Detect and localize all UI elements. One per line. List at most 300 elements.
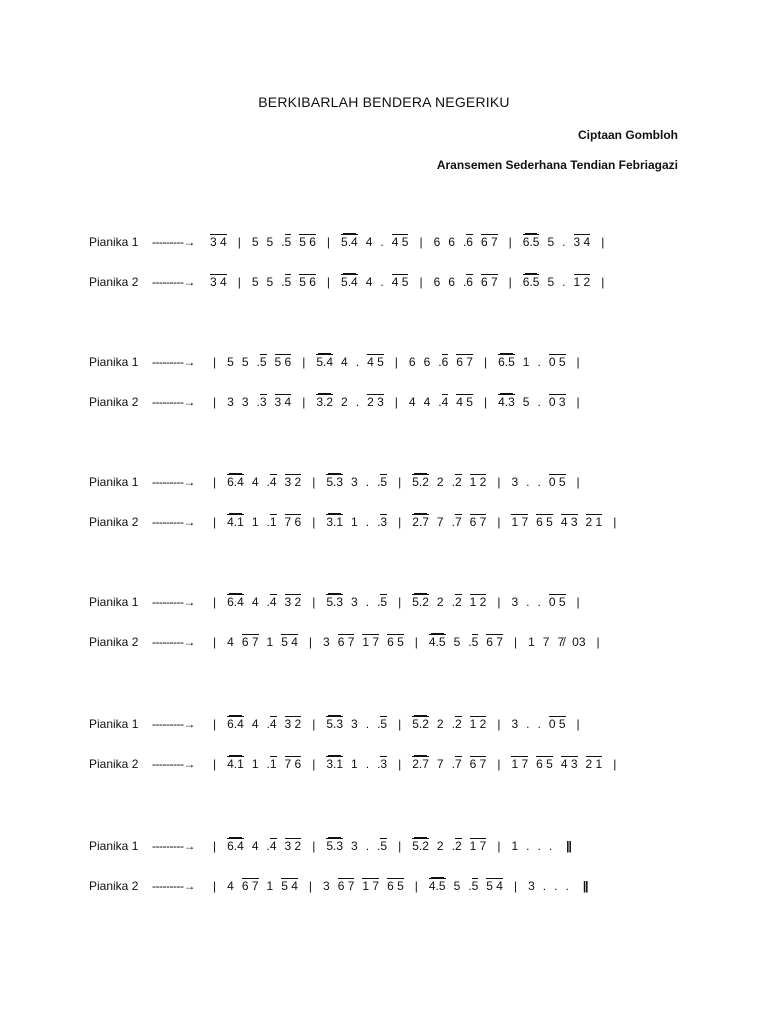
bar-line: | <box>596 635 600 649</box>
score-row <box>0 230 768 254</box>
bar-line: | <box>576 355 580 369</box>
note-group: 0 5 <box>548 475 566 489</box>
note-group: .1 <box>266 515 277 529</box>
note-group: 5 6 <box>274 355 292 369</box>
note-group: .5 <box>256 355 267 369</box>
score-row <box>0 470 768 494</box>
note-group: 5.2 <box>412 839 429 853</box>
score-row <box>0 350 768 374</box>
note-group: 5 6 <box>299 235 316 249</box>
instrument-label: Pianika 1 <box>89 235 139 249</box>
note-group: 2 1 <box>585 757 603 771</box>
note-group: 4.1 <box>227 515 244 529</box>
instrument-label: Pianika 2 <box>89 879 139 893</box>
note-group: .5 <box>377 717 388 731</box>
note-group: 5.3 <box>326 839 344 853</box>
bar-line: | <box>213 635 217 649</box>
note-group: 6.4 <box>227 839 244 853</box>
score-row <box>0 510 768 534</box>
note-group: 6 <box>423 355 431 369</box>
note-group: 4 5 <box>367 355 384 369</box>
note-group: 6.5 <box>522 235 540 249</box>
note-group: .2 <box>451 839 462 853</box>
note-group: 4 3 <box>560 515 578 529</box>
note-group: 5 4 <box>281 879 298 893</box>
note-group: 3.1 <box>326 757 344 771</box>
note-group: .2 <box>451 717 462 731</box>
note-group: 4 <box>408 395 416 409</box>
final-bar-line: || <box>582 879 588 893</box>
bar-line: | <box>237 235 241 249</box>
note-group: 4 <box>423 395 431 409</box>
note-group: . <box>562 275 566 289</box>
instrument-label: Pianika 2 <box>89 395 139 409</box>
note-group: 0 3 <box>548 395 566 409</box>
instrument-label: Pianika 2 <box>89 757 139 771</box>
note-group: .5 <box>377 595 388 609</box>
note-group: 6.5 <box>498 355 515 369</box>
note-group: 1 <box>528 635 535 649</box>
note-group: 1 7 <box>511 515 529 529</box>
notation-line <box>210 270 680 294</box>
note-group: 1 <box>251 757 259 771</box>
score-row <box>0 752 768 776</box>
note-group: 5 <box>227 355 234 369</box>
note-group: 3 <box>351 595 358 609</box>
note-group: . <box>537 355 541 369</box>
bar-line: | <box>497 515 501 529</box>
note-group: 1 <box>511 839 519 853</box>
note-group: 5 <box>266 275 274 289</box>
note-group: . <box>565 879 569 893</box>
score-row <box>0 590 768 614</box>
bar-line: | <box>576 475 580 489</box>
note-group: 1 <box>251 515 259 529</box>
note-group: 5.3 <box>326 595 344 609</box>
note-group: 4 5 <box>391 275 409 289</box>
note-group: 1 <box>522 355 530 369</box>
note-group: 3.1 <box>326 515 344 529</box>
bar-line: | <box>613 757 617 771</box>
arrow-icon: ---------→ <box>152 595 195 609</box>
arrow-icon: ---------→ <box>152 395 195 409</box>
bar-line: | <box>601 235 605 249</box>
score-row <box>0 834 768 858</box>
bar-line: | <box>394 395 398 409</box>
note-group: 3 4 <box>274 395 292 409</box>
note-group: .7 <box>451 757 462 771</box>
note-group: . <box>526 475 530 489</box>
notation-line <box>210 390 680 414</box>
note-group: . <box>365 475 370 489</box>
note-group: 2 <box>341 395 348 409</box>
notation-line <box>210 752 680 776</box>
note-group: .3 <box>377 515 388 529</box>
arrow-icon: ---------→ <box>152 717 195 731</box>
bar-line: | <box>508 275 512 289</box>
note-group: 6 <box>433 275 441 289</box>
note-group: 4 <box>365 235 373 249</box>
note-group: 6.4 <box>227 475 244 489</box>
bar-line: | <box>213 475 217 489</box>
note-group: 2 <box>436 595 444 609</box>
note-group: 5 <box>453 635 461 649</box>
note-group: 4 <box>341 355 348 369</box>
note-group: . <box>526 717 530 731</box>
note-group: 2 1 <box>585 515 603 529</box>
note-group: 6.4 <box>227 717 244 731</box>
bar-line: | <box>326 235 331 249</box>
note-group: 6 7 <box>337 635 355 649</box>
note-group: . <box>365 717 370 731</box>
notation-line <box>210 590 680 614</box>
note-group: 3 <box>528 879 535 893</box>
note-group: 3 <box>351 475 358 489</box>
note-group: . <box>537 717 541 731</box>
note-group: 3 <box>351 717 358 731</box>
note-group: .2 <box>451 595 462 609</box>
bar-line: | <box>398 595 402 609</box>
note-group: 2 3 <box>367 395 384 409</box>
bar-line: | <box>213 757 217 771</box>
note-group: 2 <box>436 839 444 853</box>
bar-line: | <box>497 757 501 771</box>
note-group: 3 <box>323 635 330 649</box>
note-group: 1 <box>266 635 274 649</box>
notation-line <box>210 712 680 736</box>
note-group: . <box>380 235 384 249</box>
note-group: 4 <box>251 839 259 853</box>
bar-line: | <box>576 395 580 409</box>
bar-line: | <box>312 717 316 731</box>
note-group: . <box>365 757 370 771</box>
note-group: 5 <box>241 355 249 369</box>
note-group: . <box>355 395 360 409</box>
note-group: 5.3 <box>326 717 344 731</box>
note-group: 3.2 <box>316 395 334 409</box>
note-group: 3 <box>511 595 519 609</box>
score-row <box>0 270 768 294</box>
note-group: 6 7 <box>480 275 498 289</box>
score-row <box>0 390 768 414</box>
note-group: .5 <box>468 879 479 893</box>
bar-line: | <box>312 839 316 853</box>
note-group: 5.4 <box>341 275 358 289</box>
bar-line: | <box>398 717 402 731</box>
page-title: BERKIBARLAH BENDERA NEGERIKU <box>258 94 510 110</box>
bar-line: | <box>513 635 518 649</box>
instrument-label: Pianika 1 <box>89 595 139 609</box>
note-group: 6 <box>448 235 455 249</box>
bar-line: | <box>497 839 501 853</box>
instrument-label: Pianika 2 <box>89 275 139 289</box>
note-group: 3 <box>511 475 519 489</box>
instrument-label: Pianika 1 <box>89 355 139 369</box>
note-group: 3 <box>511 717 519 731</box>
note-group: 2 <box>436 475 444 489</box>
note-group: .3 <box>256 395 267 409</box>
notation-line <box>210 874 680 898</box>
note-group: 6 7 <box>241 879 259 893</box>
note-group: . <box>542 879 547 893</box>
note-group: 6 5 <box>536 757 553 771</box>
note-group: . <box>526 839 530 853</box>
note-group: .3 <box>377 757 388 771</box>
arrow-icon: ---------→ <box>152 515 195 529</box>
note-group: 5.2 <box>412 595 429 609</box>
arrow-icon: ---------→ <box>152 235 195 249</box>
bar-line: | <box>508 235 512 249</box>
bar-line: | <box>213 717 217 731</box>
note-group: 1 <box>351 757 358 771</box>
note-group: 2.7 <box>412 757 429 771</box>
note-group: 3 2 <box>284 717 302 731</box>
note-group: 0 5 <box>548 717 566 731</box>
note-group: 5.4 <box>316 355 334 369</box>
note-group: . <box>365 515 370 529</box>
bar-line: | <box>613 515 617 529</box>
note-group: 1 7 <box>362 635 380 649</box>
note-group: 3 4 <box>573 235 591 249</box>
bar-line: | <box>213 355 217 369</box>
note-group: 6 5 <box>387 635 404 649</box>
bar-line: | <box>497 475 501 489</box>
arrow-icon: ---------→ <box>152 757 195 771</box>
score-row <box>0 874 768 898</box>
note-group: 4.5 <box>428 879 446 893</box>
bar-line: | <box>513 879 518 893</box>
note-group: 1 7 <box>362 879 380 893</box>
note-group: 4 <box>227 635 234 649</box>
bar-line: | <box>398 757 402 771</box>
instrument-label: Pianika 1 <box>89 717 139 731</box>
note-group: .6 <box>462 275 473 289</box>
note-group: . <box>554 879 558 893</box>
note-group: .6 <box>438 355 449 369</box>
note-group: 6 7 <box>480 235 498 249</box>
bar-line: | <box>312 595 316 609</box>
note-group: 3 2 <box>284 839 302 853</box>
score-row <box>0 630 768 654</box>
note-group: . <box>355 355 360 369</box>
note-group: 6 5 <box>536 515 553 529</box>
bar-line: | <box>419 235 423 249</box>
bar-line: | <box>419 275 423 289</box>
note-group: 5 <box>251 235 259 249</box>
arrow-icon: ---------→ <box>152 475 195 489</box>
note-group: 6 7 <box>337 879 355 893</box>
arranger-credit: Aransemen Sederhana Tendian Febriagazi <box>436 158 678 172</box>
arrow-icon: ---------→ <box>152 635 195 649</box>
final-bar-line: || <box>566 839 571 853</box>
notation-line <box>210 630 680 654</box>
notation-line <box>210 510 680 534</box>
note-group: 4 <box>251 595 259 609</box>
note-group: 6.4 <box>227 595 244 609</box>
note-group: .4 <box>266 475 277 489</box>
bar-line: | <box>394 355 398 369</box>
note-group: 1 7 <box>511 757 529 771</box>
note-group: 5.2 <box>412 475 429 489</box>
note-group: 5 4 <box>486 879 503 893</box>
composer-credit: Ciptaan Gombloh <box>578 128 678 142</box>
bar-line: | <box>326 275 331 289</box>
note-group: 6 5 <box>387 879 404 893</box>
bar-line: | <box>312 515 316 529</box>
note-group: .4 <box>266 595 277 609</box>
note-group: 1 2 <box>469 595 487 609</box>
note-group: 4 3 <box>560 757 578 771</box>
bar-line: | <box>414 635 418 649</box>
note-group: 3 <box>241 395 249 409</box>
bar-line: | <box>213 595 217 609</box>
note-group: 3 <box>227 395 234 409</box>
bar-line: | <box>213 515 217 529</box>
note-group: 1 7 <box>469 839 487 853</box>
note-group: 4 <box>227 879 234 893</box>
note-group: . <box>548 839 553 853</box>
bar-line: | <box>497 717 501 731</box>
note-group: 1 2 <box>469 475 487 489</box>
bar-line: | <box>213 839 217 853</box>
note-group: 3 2 <box>284 475 302 489</box>
note-group: 6 7 <box>241 635 259 649</box>
note-group: 1 <box>351 515 358 529</box>
note-group: 0 5 <box>548 355 566 369</box>
notation-line <box>210 230 680 254</box>
bar-line: | <box>308 635 312 649</box>
note-group: .7 <box>451 515 462 529</box>
note-group: . <box>537 839 541 853</box>
note-group: .5 <box>377 475 388 489</box>
note-group: .5 <box>468 635 479 649</box>
note-group: 5 <box>547 235 555 249</box>
note-group: . <box>562 235 566 249</box>
note-group: . <box>526 595 530 609</box>
note-group: 2.7 <box>412 515 429 529</box>
note-group: . <box>365 595 370 609</box>
note-group: 6 7 <box>469 515 487 529</box>
note-group: 5 <box>266 235 274 249</box>
bar-line: | <box>312 757 316 771</box>
note-group: .5 <box>377 839 388 853</box>
note-group: 4.1 <box>227 757 244 771</box>
bar-line: | <box>312 475 316 489</box>
note-group: .5 <box>281 275 292 289</box>
bar-line: | <box>576 717 580 731</box>
notation-line <box>210 834 680 858</box>
note-group: 03 <box>572 635 586 649</box>
note-group: 1 2 <box>469 717 487 731</box>
note-group: 7 6 <box>284 515 302 529</box>
note-group: 4 5 <box>391 235 409 249</box>
note-group: 5 <box>453 879 461 893</box>
bar-line: | <box>213 879 217 893</box>
note-group: 6 7 <box>456 355 473 369</box>
note-group: 7 <box>542 635 550 649</box>
note-group: .6 <box>462 235 473 249</box>
note-group: 5 6 <box>299 275 316 289</box>
bar-line: | <box>483 395 488 409</box>
note-group: .2 <box>451 475 462 489</box>
note-group: 5 <box>251 275 259 289</box>
note-group: .1 <box>266 757 277 771</box>
note-group: 7 <box>436 757 444 771</box>
note-group: 1 2 <box>573 275 591 289</box>
note-group: 3 <box>351 839 358 853</box>
note-group: 0 5 <box>548 595 566 609</box>
note-group: 5.4 <box>341 235 358 249</box>
bar-line: | <box>237 275 241 289</box>
note-group: .4 <box>266 717 277 731</box>
note-group: 6 7 <box>486 635 503 649</box>
instrument-label: Pianika 1 <box>89 839 139 853</box>
note-group: 7 6 <box>284 757 302 771</box>
note-group: 7 <box>557 635 565 649</box>
note-group: 4.3 <box>498 395 515 409</box>
note-group: 6 <box>408 355 416 369</box>
note-group: 1 <box>266 879 274 893</box>
note-group: 6 7 <box>469 757 487 771</box>
bar-line: | <box>601 275 605 289</box>
note-group: . <box>537 595 541 609</box>
note-group: 6 <box>448 275 455 289</box>
note-group: 3 <box>323 879 330 893</box>
instrument-label: Pianika 1 <box>89 475 139 489</box>
note-group: 3 4 <box>210 275 227 289</box>
bar-line: | <box>414 879 418 893</box>
note-group: 5.2 <box>412 717 429 731</box>
note-group: 5 <box>547 275 555 289</box>
note-group: 5 <box>522 395 530 409</box>
note-group: .5 <box>281 235 292 249</box>
note-group: . <box>537 475 541 489</box>
note-group: 2 <box>436 717 444 731</box>
note-group: . <box>380 275 384 289</box>
bar-line: | <box>398 475 402 489</box>
note-group: 4 <box>251 717 259 731</box>
note-group: 4 <box>251 475 259 489</box>
bar-line: | <box>302 355 306 369</box>
arrow-icon: ---------→ <box>152 839 195 853</box>
note-group: 7 <box>436 515 444 529</box>
bar-line: | <box>213 395 217 409</box>
note-group: 6 <box>433 235 441 249</box>
note-group: 4.5 <box>428 635 446 649</box>
note-group: 3 4 <box>210 235 227 249</box>
instrument-label: Pianika 2 <box>89 635 139 649</box>
bar-line: | <box>483 355 488 369</box>
bar-line: | <box>576 595 580 609</box>
notation-line <box>210 470 680 494</box>
note-group: . <box>365 839 370 853</box>
note-group: .4 <box>266 839 277 853</box>
note-group: . <box>537 395 541 409</box>
arrow-icon: ---------→ <box>152 275 195 289</box>
score-row <box>0 712 768 736</box>
bar-line: | <box>308 879 312 893</box>
arrow-icon: ---------→ <box>152 879 195 893</box>
instrument-label: Pianika 2 <box>89 515 139 529</box>
bar-line: | <box>302 395 306 409</box>
bar-line: | <box>398 839 402 853</box>
note-group: 6.5 <box>522 275 540 289</box>
note-group: .4 <box>438 395 449 409</box>
bar-line: | <box>497 595 501 609</box>
arrow-icon: ---------→ <box>152 355 195 369</box>
note-group: 4 <box>365 275 373 289</box>
notation-line <box>210 350 680 374</box>
